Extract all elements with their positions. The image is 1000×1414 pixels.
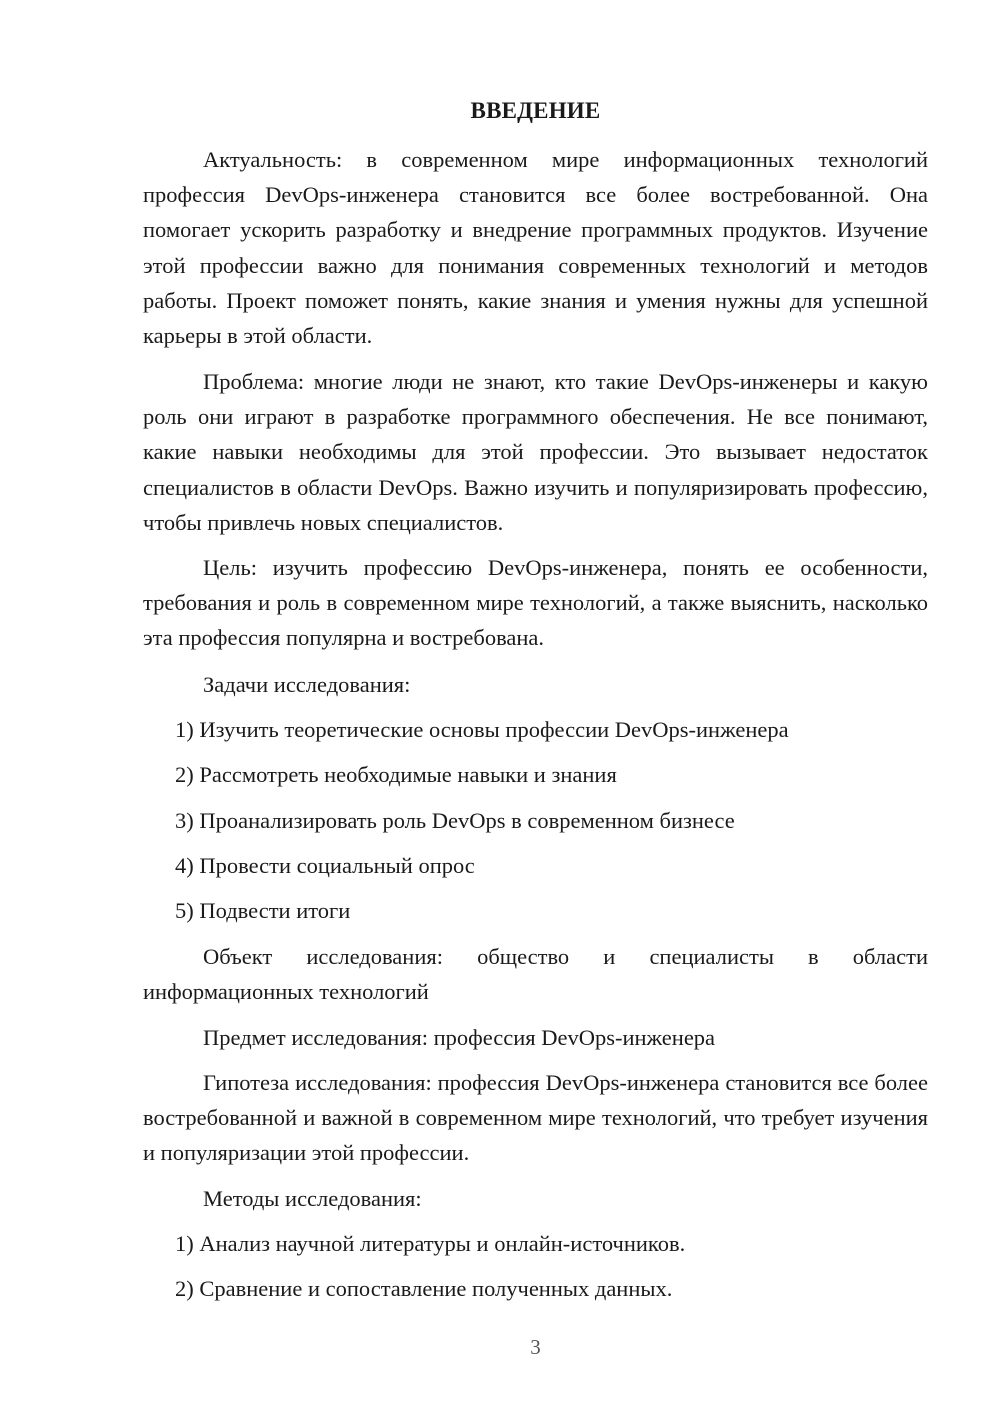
method-item: 1) Анализ научной литературы и онлайн-источников. xyxy=(175,1231,686,1256)
problem-paragraph: Проблема: многие люди не знают, кто такие DevOps-инженеры и какую роль они играют в разработке программного обеспечения. Не все понимают, какие навыки необходимы для этой профессии. Это вызывает недостаток специалистов в области DevOps. Важно изучить и популяризировать профессию, чтобы привлечь новых специалистов. xyxy=(143,369,928,535)
document-page xyxy=(143,0,928,1414)
page-number: 3 xyxy=(530,1335,541,1359)
task-item: 4) Провести социальный опрос xyxy=(175,853,475,878)
hypothesis-paragraph: Гипотеза исследования: профессия DevOps-инженера становится все более востребованной и важной в современном мире технологий, что требует изучения и популяризации этой профессии. xyxy=(143,1070,928,1166)
task-item: 5) Подвести итоги xyxy=(175,898,351,923)
task-item: 2) Рассмотреть необходимые навыки и знания xyxy=(175,762,617,787)
object-paragraph: Объект исследования: общество и специалисты в области информационных технологий xyxy=(143,944,928,1005)
goal-paragraph: Цель: изучить профессию DevOps-инженера, понять ее особенности, требования и роль в современном мире технологий, а также выяснить, насколько эта профессия популярна и востребована. xyxy=(143,555,928,651)
page-title: ВВЕДЕНИЕ xyxy=(470,98,601,123)
tasks-heading: Задачи исследования: xyxy=(203,672,411,697)
methods-heading: Методы исследования: xyxy=(203,1186,422,1211)
task-item: 1) Изучить теоретические основы профессии DevOps-инженера xyxy=(175,717,789,742)
task-item: 3) Проанализировать роль DevOps в современном бизнесе xyxy=(175,808,735,833)
relevance-paragraph: Актуальность: в современном мире информационных технологий профессия DevOps-инженера становится все более востребованной. Она помогает ускорить разработку и внедрение программных продуктов. Изучение этой профессии важно для понимания современных технологий и методов работы. Проект поможет понять, какие знания и умения нужны для успешной карьеры в этой области. xyxy=(143,147,928,349)
method-item: 2) Сравнение и сопоставление полученных данных. xyxy=(175,1276,673,1301)
subject-paragraph: Предмет исследования: профессия DevOps-инженера xyxy=(203,1025,716,1050)
